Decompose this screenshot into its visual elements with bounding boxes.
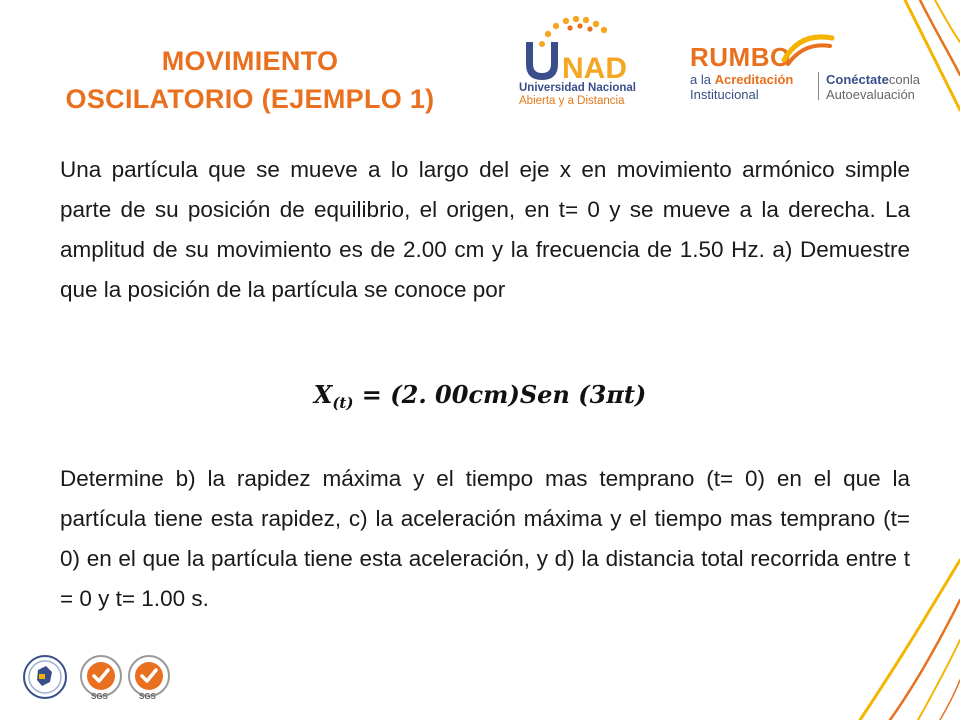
formula-lhs: X [313, 380, 333, 409]
unad-line-2: Abierta y a Distancia [519, 95, 625, 107]
rumbo-wordmark: RUMBO [690, 42, 791, 72]
formula-function: Sen [519, 380, 579, 409]
rumbo-right-rest: conla [888, 72, 920, 87]
rumbo-sub-prefix: a la [690, 72, 715, 87]
rumbo-sub-bold: Acreditación [714, 72, 794, 87]
rumbo-right-line2: Autoevaluación [826, 87, 915, 102]
colombia-seal-icon [22, 654, 68, 704]
slide-title [30, 42, 470, 118]
problem-paragraph-1: Una partícula que se mueve a lo largo del eje x en movimiento armónico simple parte de su posición de equilibrio, el origen, en t= 0 y se mueve a la derecha. La amplitud de su movimiento es de 2.00 cm y la frecuencia de 1.50 Hz. a) Demuestre que la posición de la partícula se conoce por [60, 157, 910, 302]
unad-logo-text [519, 82, 659, 108]
rumbo-sub-line2: Institucional [690, 87, 759, 102]
rumbo-subtitle [690, 72, 793, 102]
unad-line-1: Universidad Nacional [519, 82, 636, 94]
rumbo-right-text [826, 72, 920, 102]
svg-text:NAD: NAD [562, 52, 627, 85]
formula-lhs-subscript: (t) [332, 394, 354, 412]
rumbo-right-bold: Conéctate [826, 72, 889, 87]
formula-amplitude: (2. 00cm) [390, 380, 520, 409]
position-formula [0, 380, 960, 412]
sgs-label-2: SGS [139, 692, 156, 701]
formula-equals: = [353, 380, 391, 409]
title-line-2: OSCILATORIO (EJEMPLO 1) [65, 84, 435, 114]
formula-argument: (3πt) [578, 380, 647, 409]
rumbo-swirl-icon [780, 30, 836, 70]
sgs-label-1: SGS [91, 692, 108, 701]
rumbo-separator [818, 72, 819, 100]
title-line-1: MOVIMIENTO [161, 46, 339, 76]
problem-paragraph-2: Determine b) la rapidez máxima y el tiempo mas temprano (t= 0) en el que la partícula tiene esta rapidez, c) la aceleración máxima y el tiempo mas temprano (t= 0) en el que la partícula tiene esta aceleración, y d) la distancia total recorrida entre t = 0 y t= 1.00 s. [60, 466, 910, 611]
